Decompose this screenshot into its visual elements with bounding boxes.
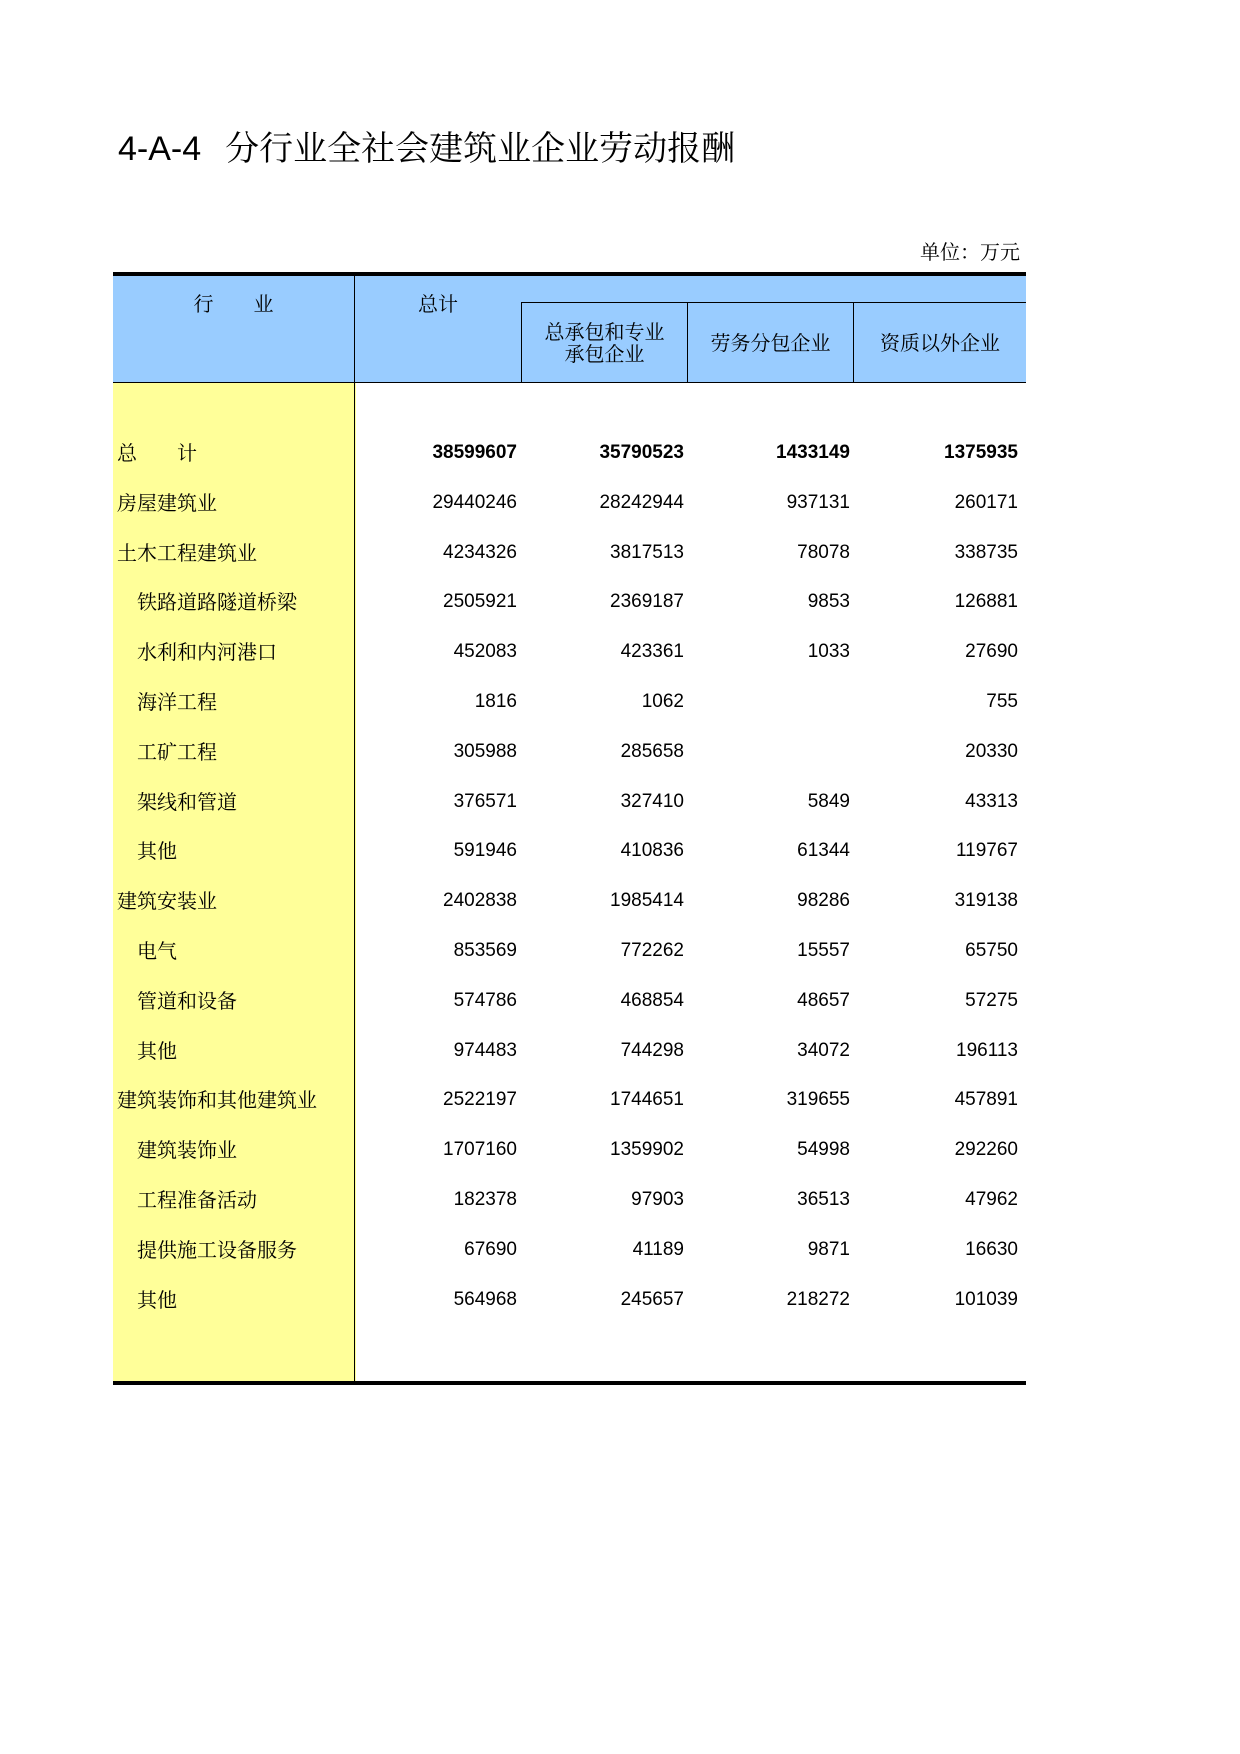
cell-non-qualified: 16630: [965, 1238, 1018, 1260]
table-bottom-rule: [113, 1381, 1026, 1385]
table-row: [113, 876, 1026, 926]
cell-non-qualified: 119767: [956, 840, 1018, 862]
row-label: 其他: [137, 839, 177, 864]
table-title: 分行业全社会建筑业企业劳动报酬: [225, 129, 736, 169]
cell-labor-subcontract: 9871: [807, 1238, 850, 1260]
header-labor-subcontract: 劳务分包企业: [710, 330, 831, 355]
table-row: [113, 976, 1026, 1026]
table-row: [113, 577, 1026, 627]
cell-total: 2522197: [443, 1089, 517, 1111]
row-label: 土木工程建筑业: [117, 540, 257, 565]
cell-total: 1816: [474, 691, 517, 712]
cell-general-contract: 772262: [620, 940, 684, 961]
cell-total: 2505921: [443, 591, 517, 613]
row-label: 其他: [137, 1038, 177, 1063]
page-title: [118, 128, 735, 170]
table-row: [113, 777, 1026, 827]
row-label: 海洋工程: [137, 690, 217, 714]
cell-non-qualified: 27690: [965, 641, 1018, 663]
cell-non-qualified: 126881: [954, 591, 1018, 613]
cell-general-contract: 41189: [632, 1238, 684, 1260]
cell-non-qualified: 101039: [954, 1288, 1018, 1310]
row-label: 水利和内河港口: [137, 640, 277, 665]
cell-total: 564968: [453, 1288, 517, 1310]
cell-general-contract: 245657: [620, 1288, 684, 1310]
table-row: [113, 1225, 1026, 1275]
cell-non-qualified: 47962: [965, 1189, 1018, 1210]
cell-labor-subcontract: 54998: [797, 1139, 850, 1161]
cell-total: 182378: [453, 1189, 517, 1210]
table-row: [113, 1075, 1026, 1125]
header-non-qualified: 资质以外企业: [880, 330, 1000, 355]
unit-label: 单位：万元: [920, 240, 1020, 264]
cell-total: 853569: [453, 940, 517, 961]
row-label: 工矿工程: [137, 739, 217, 764]
table-row: [113, 528, 1026, 578]
table-row: [113, 627, 1026, 677]
row-label: 其他: [137, 1287, 177, 1312]
cell-labor-subcontract: 5849: [807, 790, 850, 812]
cell-non-qualified: 65750: [965, 940, 1018, 961]
row-label: 架线和管道: [137, 789, 237, 814]
cell-general-contract: 423361: [620, 641, 684, 663]
cell-total: 29440246: [432, 491, 517, 513]
cell-general-contract: 410836: [620, 840, 684, 862]
cell-non-qualified: 57275: [965, 989, 1018, 1011]
cell-non-qualified: 260171: [954, 491, 1018, 513]
table-row: [113, 1026, 1026, 1076]
cell-non-qualified: 20330: [965, 740, 1018, 762]
cell-labor-subcontract: [690, 727, 850, 777]
row-label: 工程准备活动: [137, 1188, 257, 1212]
data-table: [113, 272, 1026, 1385]
row-label: 电气: [137, 939, 177, 963]
table-row: [113, 826, 1026, 876]
cell-labor-subcontract: 34072: [797, 1039, 850, 1061]
cell-total: 305988: [453, 740, 517, 762]
cell-total: 974483: [453, 1039, 517, 1061]
cell-non-qualified: 292260: [954, 1139, 1018, 1161]
cell-general-contract: 1744651: [610, 1089, 684, 1111]
table-row: [113, 926, 1026, 976]
row-label: 建筑安装业: [117, 889, 217, 914]
cell-general-contract: 2369187: [610, 591, 684, 613]
cell-total: 2402838: [443, 890, 517, 912]
table-row: [113, 478, 1026, 528]
cell-total: 591946: [453, 840, 517, 862]
cell-labor-subcontract: 937131: [786, 491, 850, 513]
cell-general-contract: 285658: [620, 740, 684, 762]
cell-total: 376571: [453, 790, 517, 812]
header-bottom-rule: [113, 382, 1026, 383]
cell-non-qualified: 43313: [965, 790, 1018, 812]
cell-total: 574786: [453, 989, 517, 1011]
cell-labor-subcontract: 61344: [797, 840, 850, 862]
table-row: [113, 1275, 1026, 1325]
table-row: [113, 1175, 1026, 1225]
header-general-contract: 总承包和专业 承包企业: [544, 319, 665, 366]
row-label: 房屋建筑业: [117, 490, 217, 515]
cell-total: 4234326: [443, 541, 517, 563]
cell-non-qualified: 457891: [954, 1089, 1018, 1111]
cell-total: 452083: [453, 641, 517, 663]
table-row: [113, 727, 1026, 777]
table-row: [113, 677, 1026, 727]
row-label: 铁路道路隧道桥梁: [137, 590, 297, 615]
cell-labor-subcontract: 78078: [797, 541, 850, 563]
row-label: 建筑装饰业: [137, 1138, 237, 1163]
cell-general-contract: 28242944: [599, 491, 684, 513]
row-label: 提供施工设备服务: [137, 1237, 297, 1262]
cell-general-contract: 97903: [631, 1189, 684, 1210]
row-label: 建筑装饰和其他建筑业: [117, 1088, 317, 1113]
cell-labor-subcontract: 15557: [797, 940, 850, 961]
cell-non-qualified: 755: [986, 691, 1018, 712]
cell-labor-subcontract: 319655: [786, 1089, 850, 1111]
table-code: 4-A-4: [118, 130, 202, 168]
table-row: [113, 428, 1026, 478]
cell-total: 1707160: [443, 1139, 517, 1161]
cell-general-contract: 744298: [620, 1039, 684, 1061]
cell-labor-subcontract: 98286: [797, 890, 850, 912]
cell-labor-subcontract: 48657: [797, 989, 850, 1011]
cell-general-contract: 35790523: [599, 442, 684, 463]
cell-labor-subcontract: 9853: [807, 591, 850, 613]
cell-general-contract: 468854: [620, 989, 684, 1011]
row-label: 管道和设备: [137, 988, 237, 1013]
cell-non-qualified: 1375935: [944, 442, 1018, 463]
header-total: 总计: [418, 292, 458, 316]
cell-non-qualified: 196113: [956, 1039, 1018, 1061]
cell-labor-subcontract: 36513: [797, 1189, 850, 1210]
cell-labor-subcontract: [690, 677, 850, 727]
cell-general-contract: 1985414: [610, 890, 684, 912]
cell-general-contract: 327410: [620, 790, 684, 812]
cell-labor-subcontract: 1433149: [776, 442, 850, 463]
header-industry: 行 业: [193, 292, 274, 316]
cell-general-contract: 1359902: [610, 1139, 684, 1161]
cell-non-qualified: 319138: [954, 890, 1018, 912]
cell-labor-subcontract: 218272: [786, 1288, 850, 1310]
cell-non-qualified: 338735: [954, 541, 1018, 563]
cell-total: 38599607: [432, 442, 517, 463]
table-row: [113, 1125, 1026, 1175]
cell-total: 67690: [464, 1238, 517, 1260]
cell-general-contract: 3817513: [610, 541, 684, 563]
cell-general-contract: 1062: [641, 691, 684, 712]
cell-labor-subcontract: 1033: [807, 641, 850, 663]
row-label: 总 计: [117, 441, 197, 465]
